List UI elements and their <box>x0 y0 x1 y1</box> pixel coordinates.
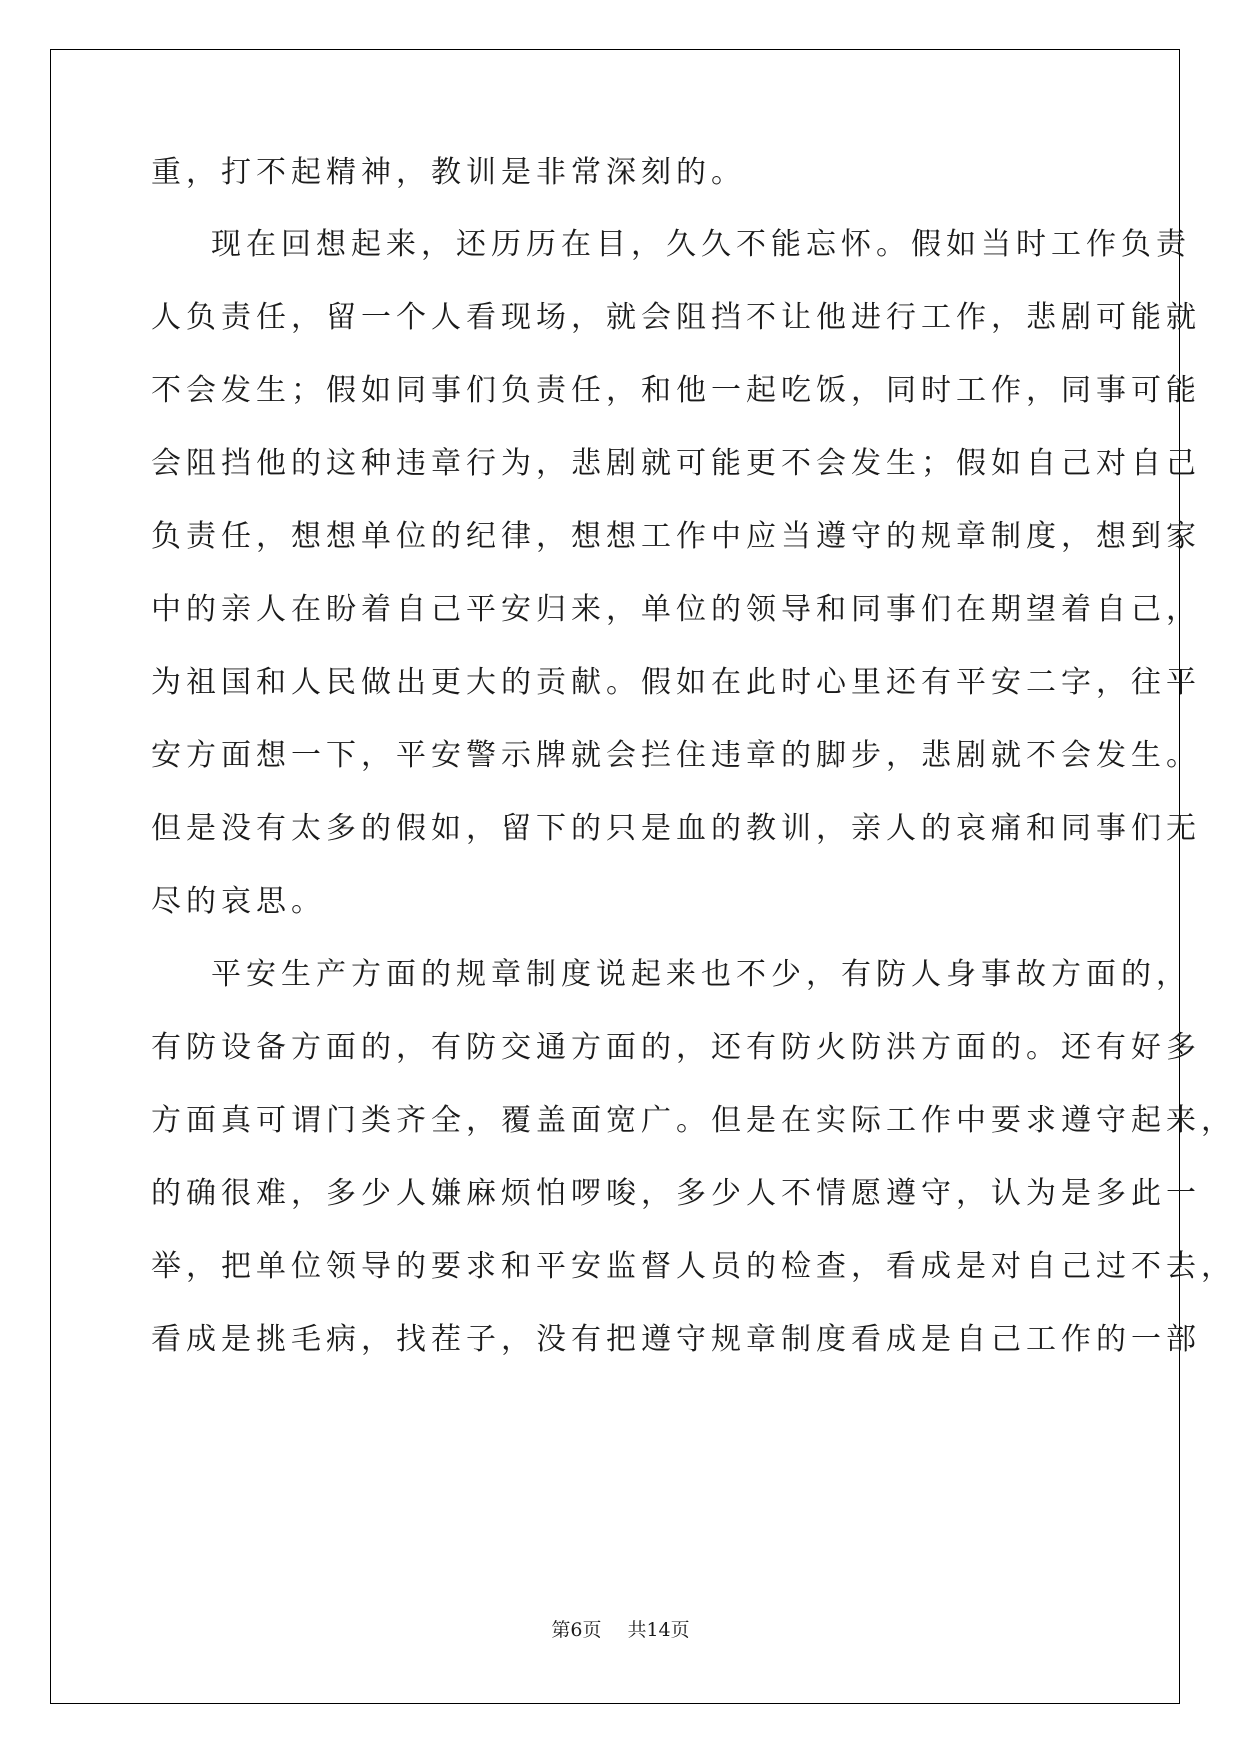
paragraph-line: 安方面想一下，平安警示牌就会拦住违章的脚步，悲剧就不会发生。 <box>151 738 1201 773</box>
paragraph-line: 人负责任，留一个人看现场，就会阻挡不让他进行工作，悲剧可能就 <box>151 300 1201 335</box>
paragraph-line: 平安生产方面的规章制度说起来也不少，有防人身事故方面的， <box>211 957 1191 992</box>
paragraph-line: 重，打不起精神，教训是非常深刻的。 <box>151 155 746 190</box>
paragraph-line: 的确很难，多少人嫌麻烦怕啰唆，多少人不情愿遵守，认为是多此一 <box>151 1176 1201 1211</box>
paragraph-line: 现在回想起来，还历历在目，久久不能忘怀。假如当时工作负责 <box>211 227 1191 262</box>
paragraph-line: 尽的哀思。 <box>151 884 326 919</box>
paragraph-line: 有防设备方面的，有防交通方面的，还有防火防洪方面的。还有好多 <box>151 1030 1201 1065</box>
paragraph-line: 看成是挑毛病，找茬子，没有把遵守规章制度看成是自己工作的一部 <box>151 1322 1201 1357</box>
paragraph-line: 但是没有太多的假如，留下的只是血的教训，亲人的哀痛和同事们无 <box>151 811 1201 846</box>
paragraph-line: 中的亲人在盼着自己平安归来，单位的领导和同事们在期望着自己， <box>151 592 1201 627</box>
paragraph-line: 举，把单位领导的要求和平安监督人员的检查，看成是对自己过不去， <box>151 1249 1236 1284</box>
paragraph-line: 为祖国和人民做出更大的贡献。假如在此时心里还有平安二字，往平 <box>151 665 1201 700</box>
paragraph-line: 不会发生；假如同事们负责任，和他一起吃饭，同时工作，同事可能 <box>151 373 1201 408</box>
page-footer <box>0 1618 1241 1642</box>
page-number: 第6页 <box>551 1619 602 1641</box>
paragraph-line: 方面真可谓门类齐全，覆盖面宽广。但是在实际工作中要求遵守起来， <box>151 1103 1236 1138</box>
paragraph-line: 会阻挡他的这种违章行为，悲剧就可能更不会发生；假如自己对自己 <box>151 446 1201 481</box>
page-total: 共14页 <box>627 1619 690 1641</box>
paragraph-line: 负责任，想想单位的纪律，想想工作中应当遵守的规章制度，想到家 <box>151 519 1201 554</box>
